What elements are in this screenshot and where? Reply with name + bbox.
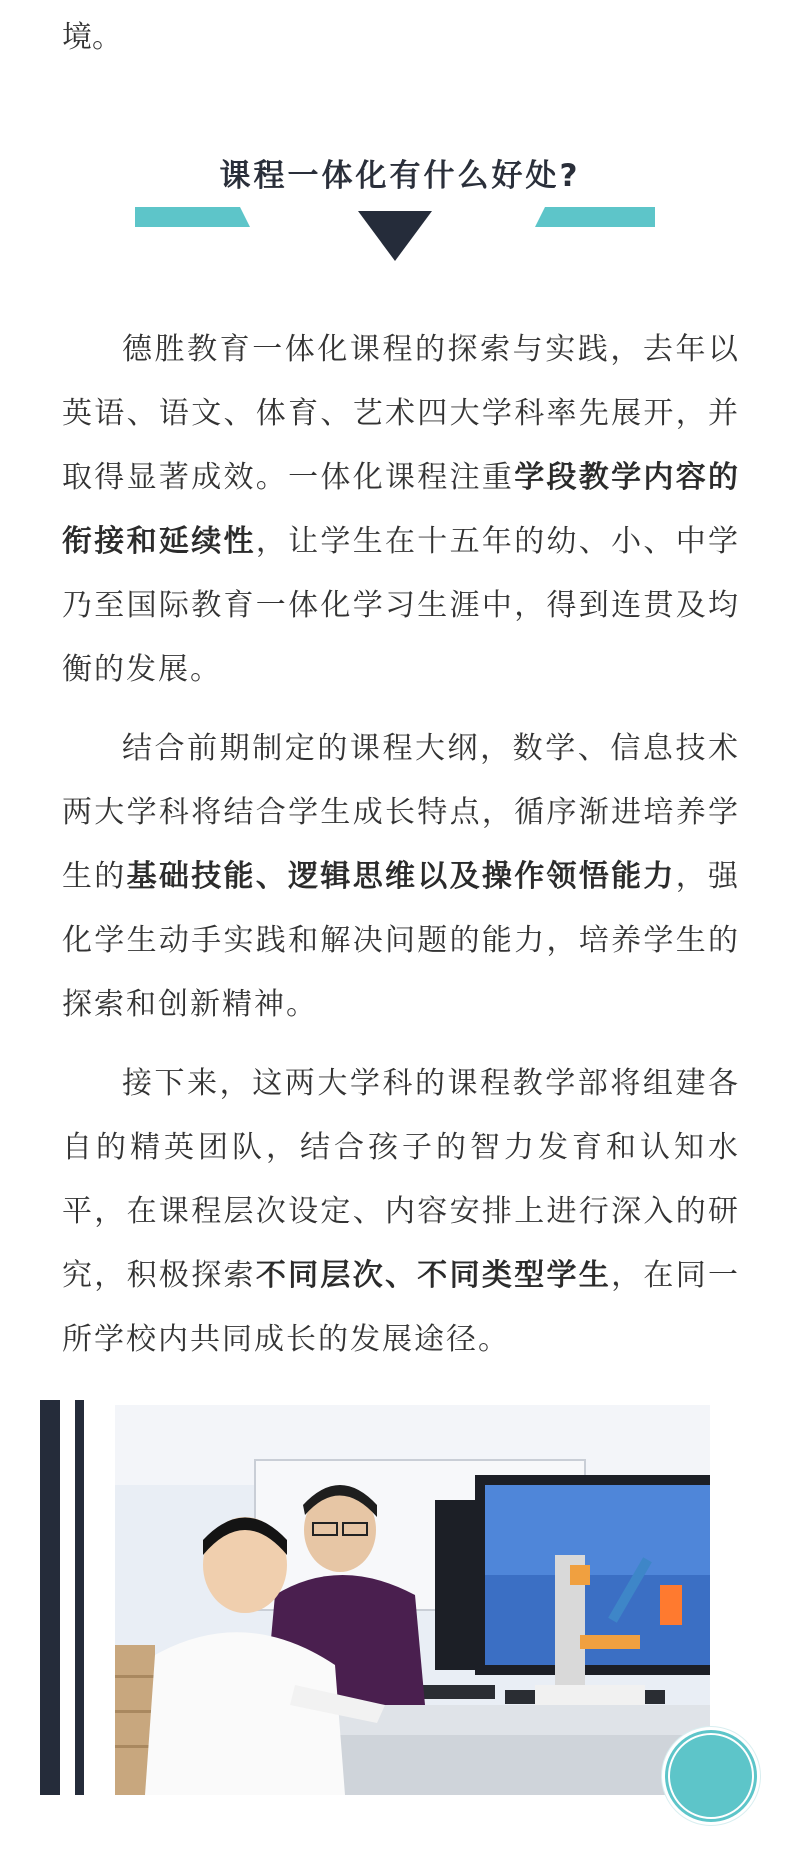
classroom-photo-illustration [115,1405,710,1795]
classroom-photo [115,1405,710,1795]
section-title: 课程一体化有什么好处? [219,158,581,194]
right-teal-stripe [535,207,655,227]
paragraph-1-emphasis: 学段教学内容的衔接和延续性 [62,460,741,559]
paragraph-3-emphasis: 不同层次、不同类型学生 [255,1258,612,1293]
decor-bar-thin [75,1400,84,1795]
title-decoration [0,205,800,275]
down-triangle-icon [358,211,432,261]
intro-tail-text: 境。 [62,20,122,55]
paragraph-1-part-3: ，让学生在十五年的幼、小、中学乃至国际教育一体化学习生涯中，得到连贯及均衡的发展。 [62,524,741,687]
scroll-top-button[interactable] [662,1727,760,1825]
paragraph-1-part-1: 德胜教育一体化课程的探索与实践，去年以英语、语文、体育、艺术四大学科率先展开，并取得显著成效。一体化课程注重 [62,332,740,495]
paragraph-3-part-3: ，在同一所学校内共同成长的发展途径。 [62,1258,741,1357]
paragraph-2-part-1: 结合前期制定的课程大纲，数学、信息技术两大学科将结合学生成长特点，循序渐进培养学生的 [62,731,740,894]
article-body [62,318,740,1387]
scroll-top-button-face[interactable] [668,1733,754,1819]
paragraph-1 [62,318,740,702]
left-teal-stripe [135,207,250,227]
paragraph-3 [62,1052,740,1372]
decor-bar-thick [40,1400,60,1795]
paragraph-2 [62,717,740,1037]
paragraph-2-part-3: ，强化学生动手实践和解决问题的能力，培养学生的探索和创新精神。 [62,859,741,1022]
paragraph-2-emphasis: 基础技能、逻辑思维以及操作领悟能力 [126,859,676,894]
paragraph-3-part-1: 接下来，这两大学科的课程教学部将组建各自的精英团队，结合孩子的智力发育和认知水平，在课程层次设定、内容安排上进行深入的研究，积极探索 [62,1066,740,1293]
